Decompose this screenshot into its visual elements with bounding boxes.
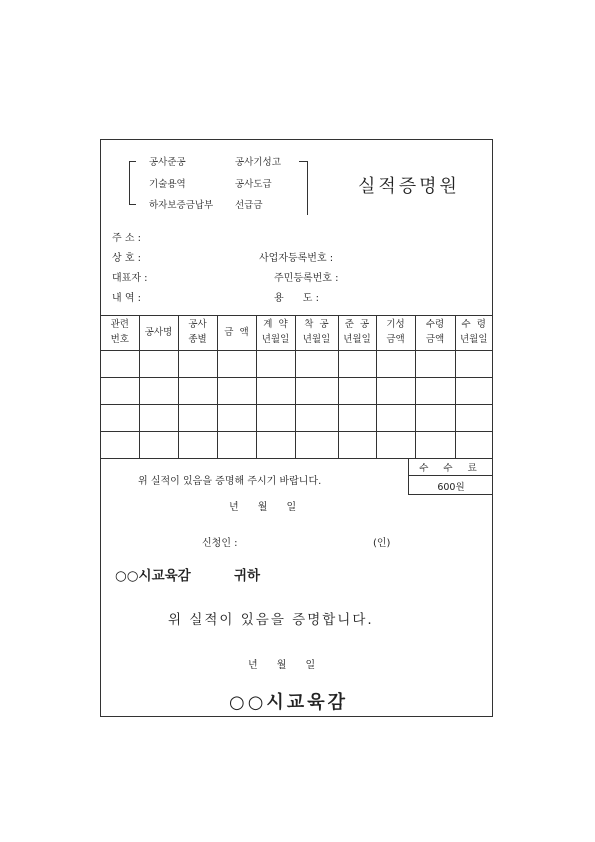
cell[interactable] [139, 431, 178, 458]
cell[interactable] [217, 377, 256, 404]
ceo-label: 대표자 : [112, 273, 148, 284]
cell[interactable] [338, 431, 376, 458]
request-text: 위 실적이 있음을 증명해 주시기 바랍니다. [138, 476, 322, 487]
cell[interactable] [178, 377, 217, 404]
cell[interactable] [376, 350, 415, 377]
cell[interactable] [101, 350, 139, 377]
cell[interactable] [217, 404, 256, 431]
cell[interactable] [415, 377, 455, 404]
right-bracket [307, 161, 308, 215]
header-amount: 금 액 [217, 315, 256, 350]
header-progress-amount: 기성 금액 [376, 315, 415, 350]
cell[interactable] [178, 350, 217, 377]
table-row [101, 350, 492, 377]
certificate-form [100, 139, 493, 717]
purpose-label: 용 도 : [274, 293, 319, 304]
cell[interactable] [415, 404, 455, 431]
table-header-row [101, 315, 492, 350]
table-row [101, 377, 492, 404]
certification-text: 위 실적이 있음을 증명합니다. [168, 612, 374, 628]
request-date: 년 월 일 [229, 502, 297, 513]
table-row [101, 404, 492, 431]
cell[interactable] [455, 431, 492, 458]
fee-box [408, 458, 493, 495]
option-progress: 공사기성고 [235, 157, 281, 168]
cell[interactable] [415, 431, 455, 458]
address-label: 주 소 : [112, 233, 142, 244]
header-completion-date: 준 공 년월일 [338, 315, 376, 350]
cell[interactable] [139, 350, 178, 377]
table-top-divider [101, 315, 492, 316]
cell[interactable] [376, 377, 415, 404]
header-ref-no: 관련 번호 [101, 315, 139, 350]
company-label: 상 호 : [112, 253, 142, 264]
resident-reg-label: 주민등록번호 : [274, 273, 339, 284]
cell[interactable] [295, 377, 338, 404]
option-contract: 공사도급 [235, 179, 272, 190]
addressee-suffix: 귀하 [234, 568, 261, 584]
biz-reg-label: 사업자등록번호 : [259, 253, 334, 264]
cell[interactable] [178, 431, 217, 458]
cell[interactable] [101, 431, 139, 458]
cell[interactable] [376, 404, 415, 431]
applicant-label: 신청인 : [202, 538, 238, 549]
header-project-name: 공사명 [139, 315, 178, 350]
left-bracket [129, 161, 136, 205]
fee-label: 수 수 료 [419, 463, 483, 474]
cell[interactable] [256, 404, 295, 431]
option-advance-payment: 선급금 [235, 200, 263, 211]
option-tech-service: 기술용역 [149, 179, 186, 190]
cell[interactable] [217, 431, 256, 458]
cell[interactable] [101, 404, 139, 431]
cell[interactable] [178, 404, 217, 431]
performance-table [101, 315, 492, 459]
cell[interactable] [338, 404, 376, 431]
document-title: 실적증명원 [358, 176, 460, 197]
option-warranty-deposit: 하자보증금납부 [149, 200, 214, 211]
seal-mark: (인) [373, 538, 391, 549]
header-start-date: 착 공 년월일 [295, 315, 338, 350]
fee-amount: 600원 [437, 482, 465, 493]
header-received-date: 수 령 년월일 [455, 315, 492, 350]
issuer-name: ○○시교육감 [229, 692, 348, 713]
cell[interactable] [455, 377, 492, 404]
cell[interactable] [295, 404, 338, 431]
cell[interactable] [295, 350, 338, 377]
detail-label: 내 역 : [112, 293, 142, 304]
cell[interactable] [256, 431, 295, 458]
cell[interactable] [376, 431, 415, 458]
cell[interactable] [455, 404, 492, 431]
option-completion: 공사준공 [149, 157, 186, 168]
cell[interactable] [139, 377, 178, 404]
addressee-name: ○○시교육감 [115, 568, 191, 584]
certification-date: 년 월 일 [248, 660, 316, 671]
cell[interactable] [455, 350, 492, 377]
cell[interactable] [338, 377, 376, 404]
cell[interactable] [139, 404, 178, 431]
cell[interactable] [256, 350, 295, 377]
header-project-type: 공사 종별 [178, 315, 217, 350]
header-received-amount: 수령 금액 [415, 315, 455, 350]
cell[interactable] [295, 431, 338, 458]
fee-divider [409, 475, 493, 476]
cell[interactable] [256, 377, 295, 404]
table-row [101, 431, 492, 458]
header-contract-date: 계 약 년월일 [256, 315, 295, 350]
cell[interactable] [101, 377, 139, 404]
cell[interactable] [415, 350, 455, 377]
cell[interactable] [217, 350, 256, 377]
cell[interactable] [338, 350, 376, 377]
